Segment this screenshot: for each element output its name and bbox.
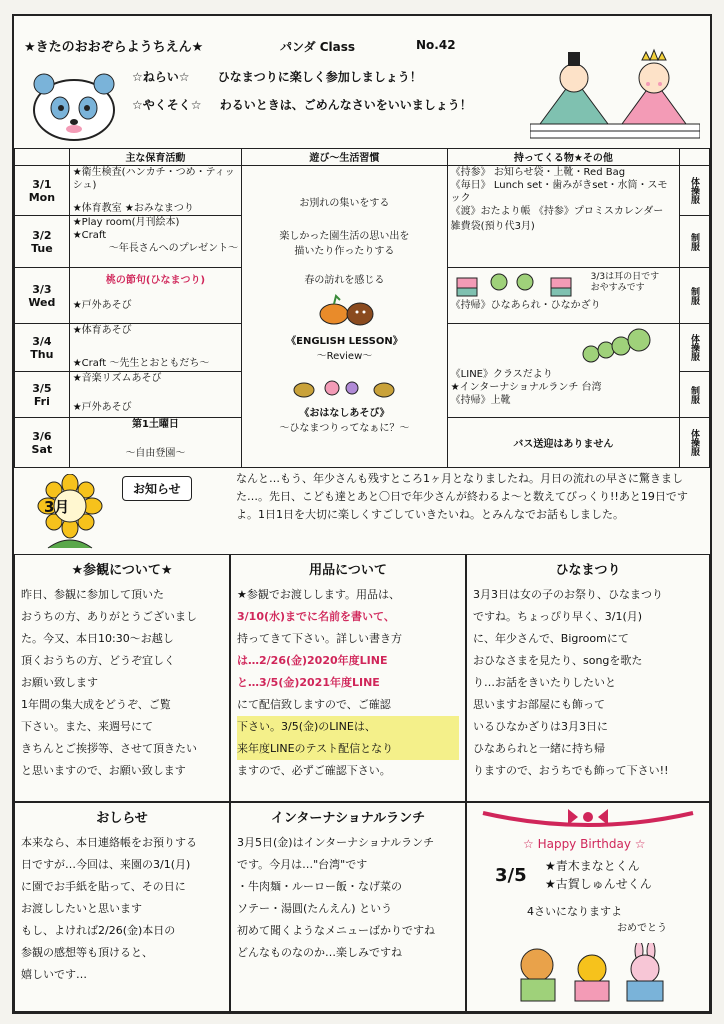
text-line: と思いますので、お願い致します (21, 764, 186, 777)
visit-title: ★参観について★ (71, 563, 173, 578)
text-line: に園でお手紙を貼って、その日に (21, 880, 186, 893)
bring-item: 《持帰》ひなあられ・ひなかざり (450, 300, 601, 311)
text-line: ひなあられと一緒に持ち帰 (473, 742, 605, 755)
newsletter-page (12, 14, 712, 1014)
clothes-cell: 体操服 (680, 324, 710, 372)
notice-text: なんと…もう、年少さんも残すところ1ヶ月となりましたね。月日の流れの早さに驚きました…。先日、こども達とあと〇日で年少さんが終わるよ～と数えてびっくり!!あと19日ですよ。1日1日を大切に楽しくすごしていきたいね。とみんなでお話もしました。 (236, 472, 688, 521)
ear-day-note: 3/3は耳の日ですおやすみです (590, 272, 660, 293)
day-weekday: Thu (30, 347, 54, 361)
aim-text: ひなまつりに楽しく参加しましょう！ (217, 70, 422, 84)
col-header-clothes (680, 149, 710, 166)
day-date: 3/3 (32, 282, 52, 296)
activity-item: ★Craft (72, 230, 107, 241)
info-title: おしらせ (96, 811, 148, 826)
life-item: お別れの集いをする (299, 198, 390, 209)
hina-dolls-illustration (530, 38, 700, 146)
birthday-name: ★青木まなとくん (545, 859, 640, 873)
activity-item: ★体育教室 ★おみなまつり (72, 203, 194, 214)
life-item: 《おはなしあそび》 (299, 408, 390, 419)
lunch-section (230, 802, 466, 1012)
text-line: りますので、おうちでも飾って下さい!! (473, 764, 669, 777)
text-line: ますので、必ずご確認下さい。 (237, 764, 391, 777)
col-header-activities: 主な保育活動 (69, 149, 241, 166)
bring-item: ★インターナショナルランチ 台湾 (450, 382, 602, 393)
day-cell (15, 372, 70, 418)
day-date: 3/6 (32, 429, 52, 443)
col-header-bring: 持ってくる物★その他 (447, 149, 679, 166)
activity-item: ★衛生検査(ハンカチ・つめ・ティッシュ) (72, 167, 235, 191)
birthday-name: ★古賀しゅんせくん (545, 877, 652, 891)
bring-item: 《渡》おたより帳 《持参》プロミスカレンダー (450, 206, 664, 217)
text-line: 持ってきて下さい。詳しい書き方 (237, 632, 402, 645)
school-name: ★きたのおおぞらようちえん★ (24, 40, 204, 55)
activity-cell (69, 268, 241, 324)
schedule-corner (15, 149, 70, 166)
activity-item: ★体育あそび (72, 325, 132, 336)
info-body (15, 832, 229, 986)
life-item: 楽しかった園生活の思い出を (279, 231, 410, 242)
bring-item: 《LINE》クラスだより (450, 369, 553, 380)
ribbon-illustration (473, 807, 703, 837)
activity-item: ★Craft ～先生とおともだち～ (72, 358, 210, 369)
text-line: ・牛肉麺・ルーロー飯・なげ菜の (237, 880, 402, 893)
bring-cell (447, 268, 679, 324)
month-badge: 3月 (44, 498, 70, 516)
text-line: どんなものなのか…楽しみですね (237, 946, 402, 959)
text-line: にて配信致しますので、ご確認 (237, 698, 391, 711)
promise-label: ☆やくそく☆ (132, 98, 202, 112)
birthday-wish: おめでとう (617, 923, 667, 934)
weekly-schedule-table (14, 148, 710, 468)
activity-item: 第1土曜日 (131, 419, 179, 430)
birds-flowers-illustration (284, 374, 404, 402)
goods-body (231, 584, 465, 782)
goods-section (230, 554, 466, 802)
text-line: いるひなかざりは3月3日に (473, 720, 608, 733)
promise-row (132, 96, 472, 113)
text-line: おうちの方、ありがとうございまし (21, 610, 197, 623)
info-section (14, 802, 230, 1012)
text-line: です。今月は…"台湾"です (237, 858, 368, 871)
text-line: ですね。ちょっぴり早く、3/1(月) (473, 610, 643, 623)
activity-item: ★Play room(月刊絵本) (72, 217, 180, 228)
day-date: 3/2 (32, 228, 52, 242)
momo-festival-label: 桃の節句(ひなまつり) (105, 275, 206, 286)
life-item: ～ひなまつりってなぁに？～ (279, 423, 410, 434)
text-line: ソテー・湯圓(たんえん) という (237, 902, 393, 915)
chestnut-illustration (304, 292, 384, 326)
life-column (242, 166, 448, 468)
day-cell (15, 216, 70, 268)
text-line: もし、よければ2/26(金)本日の (21, 924, 176, 937)
aim-row (132, 68, 422, 85)
clothes-cell: 体操服 (680, 418, 710, 468)
activity-item: ～自由登園～ (125, 448, 186, 459)
text-line: 3月5日(金)はインターナショナルランチ (237, 836, 435, 849)
class-name: パンダ Class (280, 40, 356, 54)
bring-item: 雑費袋(預り代3月) (450, 221, 535, 232)
birthday-age-line: 4さいになりますよ (527, 905, 622, 918)
text-line: ★参観でお渡しします。用品は、 (237, 588, 400, 601)
day-date: 3/5 (32, 381, 52, 395)
activity-cell (69, 166, 241, 216)
visit-section (14, 554, 230, 802)
promise-text: わるいときは、ごめんなさいをいいましょう！ (219, 98, 472, 112)
text-line: きちんとご挨拶等、させて頂きたい (21, 742, 197, 755)
text-line: た。今又、本日10:30～お越し (21, 632, 174, 645)
text-line: 思いますお部屋にも飾って (473, 698, 605, 711)
schedule-header-row (15, 149, 710, 166)
activity-item: ～年長さんへのプレゼント～ (108, 243, 239, 254)
bring-item: 《毎日》 Lunch set・歯みがきset・水筒・スモック (450, 180, 668, 204)
day-cell (15, 166, 70, 216)
bring-cell (447, 166, 679, 268)
activity-cell (69, 418, 241, 468)
text-line: 来年度LINEのテスト配信となり (237, 738, 459, 760)
text-line: 3月3日は女の子のお祭り、ひなまつり (473, 588, 663, 601)
birthday-section (466, 802, 710, 1012)
day-date: 3/4 (32, 334, 52, 348)
activity-cell (69, 372, 241, 418)
bring-item: 《持参》 お知らせ袋・上靴・Red Bag (450, 167, 626, 178)
activity-item: ★戸外あそび (72, 402, 132, 413)
clothes-cell: 制服 (680, 268, 710, 324)
day-cell (15, 418, 70, 468)
hina-title: ひなまつり (555, 563, 621, 578)
activity-cell (69, 216, 241, 268)
day-cell (15, 324, 70, 372)
day-cell (15, 268, 70, 324)
lunch-body (231, 832, 465, 964)
hina-body (467, 584, 709, 782)
text-line: 下さい。また、来週号にて (21, 720, 153, 733)
life-item: 《ENGLISH LESSON》 (286, 336, 403, 347)
col-header-life: 遊び～生活習慣 (242, 149, 448, 166)
day-date: 3/1 (32, 177, 52, 191)
text-line: り…お話をきいたりしたいと (473, 676, 616, 689)
text-line: は…2/26(金)2020年度LINE (237, 654, 388, 667)
caterpillar-illustration (451, 324, 661, 368)
text-line: 初めて聞くようなメニューばかりですね (237, 924, 435, 937)
issue-number: No.42 (416, 38, 456, 52)
text-line: 頂くおうちの方、どうぞ宜しく (21, 654, 175, 667)
text-line: お渡ししたいと思います (21, 902, 142, 915)
day-weekday: Mon (28, 190, 56, 204)
animals-gifts-illustration (507, 943, 677, 1005)
text-line: 3/10(水)までに名前を書いて、 (237, 610, 395, 623)
birthday-names (545, 857, 652, 893)
bus-notice: バス送迎はありません (447, 418, 679, 468)
life-item: 春の訪れを感じる (304, 275, 385, 286)
goods-title: 用品について (309, 563, 387, 578)
bring-cell (447, 324, 679, 418)
day-weekday: Wed (28, 295, 56, 309)
notice-label: お知らせ (122, 476, 192, 501)
text-line: 下さい。3/5(金)のLINEは、 (237, 716, 459, 738)
activity-item: ★音楽リズムあそび (72, 373, 162, 384)
text-line: おひなさまを見たり、songを歌た (473, 654, 643, 667)
life-item: ～Review～ (316, 351, 373, 362)
text-line: と…3/5(金)2021年度LINE (237, 676, 380, 689)
sunflower-icon (28, 474, 112, 554)
clothes-cell: 制服 (680, 372, 710, 418)
day-weekday: Sat (31, 442, 53, 456)
activity-item: ★戸外あそび (72, 300, 132, 311)
birthday-date: 3/5 (495, 865, 527, 886)
day-weekday: Fri (33, 394, 50, 408)
lunch-title: インターナショナルランチ (270, 811, 426, 826)
text-line: お願い致します (21, 676, 98, 689)
hina-section (466, 554, 710, 802)
day-weekday: Tue (31, 241, 53, 255)
text-line: 昨日、参観に参加して頂いた (21, 588, 164, 601)
clothes-cell: 体操服 (680, 166, 710, 216)
text-line: に、年少さんで、Bigroomにて (473, 632, 629, 645)
birthday-title: ☆ Happy Birthday ☆ (523, 837, 646, 851)
text-line: 本来なら、本日連絡帳をお預りする (21, 836, 197, 849)
table-row (15, 166, 710, 216)
panda-icon (28, 66, 120, 144)
visit-body (15, 584, 229, 782)
clothes-cell: 制服 (680, 216, 710, 268)
text-line: 参観の感想等も頂けると、 (21, 946, 153, 959)
text-line: 1年間の集大成をどうぞ、ご覧 (21, 698, 171, 711)
text-line: 嬉しいです… (21, 968, 87, 981)
text-line: 日ですが…今回は、来園の3/1(月) (21, 858, 191, 871)
aim-label: ☆ねらい☆ (132, 70, 190, 84)
bring-item: 《持帰》上靴 (450, 395, 511, 406)
activity-cell (69, 324, 241, 372)
life-item: 描いたり作ったりする (294, 246, 395, 257)
